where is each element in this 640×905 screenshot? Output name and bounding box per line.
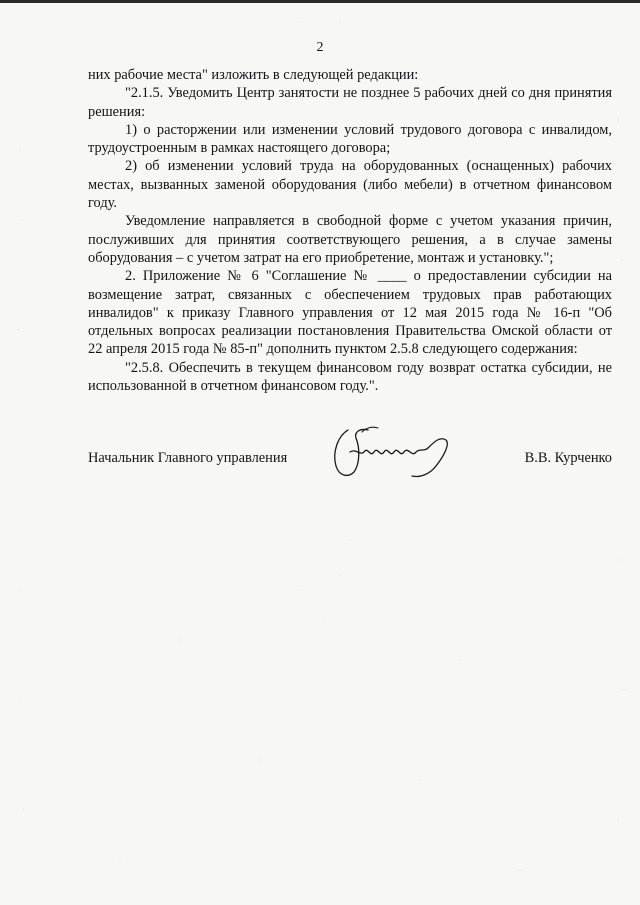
page-number: 2	[316, 40, 324, 55]
paragraph-continuation: них рабочие места" изложить в следующей редакции:	[88, 67, 419, 83]
paragraph-clause-2-5-8: "2.5.8. Обеспечить в текущем финансовом году возврат остатка субсидии, не использованной в отчетном финансовом году.".	[88, 359, 612, 395]
paragraph-item-2: 2) об изменении условий труда на оборудованных (оснащенных) рабочих местах, вызванных заменой оборудования (либо мебели) в отчетном финансовом году.	[88, 158, 612, 212]
paragraph-item-1: 1) о расторжении или изменении условий трудового договора с инвалидом, трудоустроенным в рамках настоящего договора;	[88, 121, 612, 157]
signatory-name: В.В. Курченко	[524, 450, 612, 466]
signature-block	[88, 444, 612, 484]
paragraph-notification: Уведомление направляется в свободной форме с учетом указания причин, послуживших для принятия соответствующего решения, а в случае замены оборудования – с учетом затрат на его приобретение, монтаж и установку.";	[88, 213, 612, 266]
paragraph-clause-2-1-5: "2.1.5. Уведомить Центр занятости не позднее 5 рабочих дней со дня принятия решения:	[88, 85, 612, 120]
paragraph-appendix-6: 2. Приложение № 6 "Соглашение № ____ о предоставлении субсидии на возмещение затрат, связанных с обеспечением трудовых прав работающих инвалидов" к приказу Главного управления от 12 мая 2015 года № 16-п "Об отдельных вопросах реализации постановления Правительства Омской области от 22 апреля 2015 года № 85-п" дополнить пунктом 2.5.8 следующего содержания:	[88, 268, 612, 358]
document-body	[88, 66, 612, 395]
scan-top-edge	[0, 0, 640, 3]
handwritten-signature	[320, 422, 470, 484]
signatory-title: Начальник Главного управления	[88, 450, 288, 466]
